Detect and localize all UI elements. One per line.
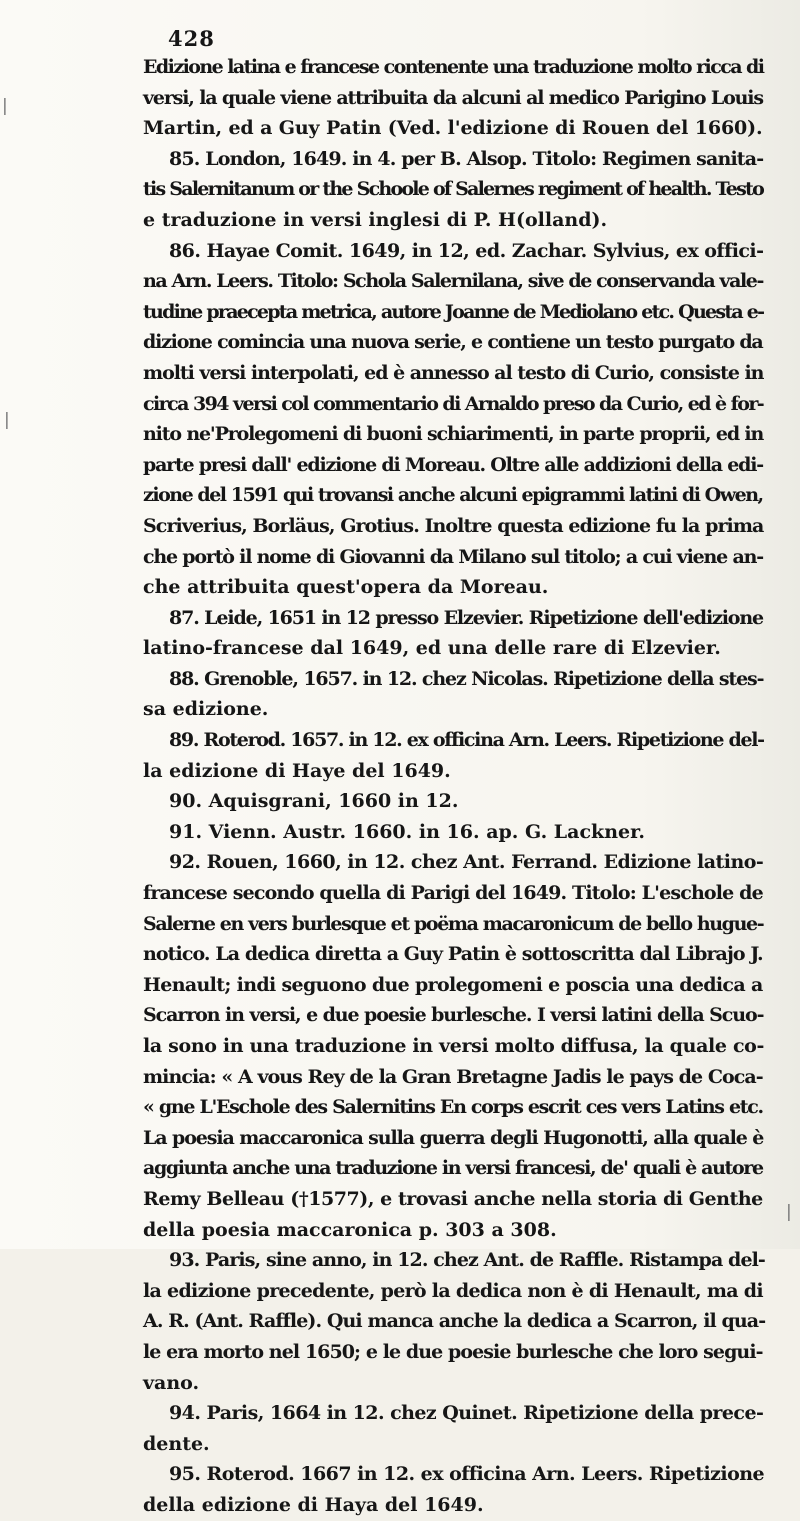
right-margin-mark: |	[786, 1202, 792, 1222]
text-line: 94. Paris, 1664 in 12. chez Quinet. Ripetizione della prece-	[169, 1402, 764, 1425]
text-line: versi, la quale viene attribuita da alcuni al medico Parigino Louis	[143, 86, 763, 109]
text-line: che attribuita quest'opera da Moreau.	[143, 576, 549, 599]
text-line: 95. Roterod. 1667 in 12. ex officina Arn. Leers. Ripetizione	[169, 1463, 765, 1486]
text-line: francese secondo quella di Parigi del 1649. Titolo: L'eschole de	[143, 882, 763, 905]
left-margin-mark: |	[4, 410, 10, 430]
text-line: Salerne en vers burlesque et poëma macaronicum de bello hugue-	[143, 912, 764, 935]
text-line: mincia: « A vous Rey de la Gran Bretagne Jadis le pays de Coca-	[143, 1065, 763, 1088]
text-line: 86. Hayae Comit. 1649, in 12, ed. Zachar. Sylvius, ex offici-	[169, 239, 764, 262]
text-line: la edizione precedente, però la dedica non è di Henault, ma di	[143, 1279, 763, 1302]
text-line: Scarron in versi, e due poesie burlesche. I versi latini della Scuo-	[143, 1004, 764, 1027]
text-line: della edizione di Haya del 1649.	[143, 1493, 484, 1516]
text-line: « gne L'Eschole des Salernitins En corps escrit ces vers Latins etc.	[143, 1096, 763, 1119]
text-line: Scriverius, Borläus, Grotius. Inoltre questa edizione fu la prima	[143, 514, 764, 537]
text-line: tis Salernitanum or the Schoole of Salernes regiment of health. Testo	[143, 178, 763, 201]
text-line: Henault; indi seguono due prolegomeni e poscia una dedica a	[143, 973, 763, 996]
text-line: nito ne'Prolegomeni di buoni schiarimenti, in parte proprii, ed in	[143, 423, 764, 446]
text-line: aggiunta anche una traduzione in versi francesi, de' quali è autore	[143, 1157, 763, 1180]
page-body-text	[143, 52, 766, 1521]
text-line: A. R. (Ant. Raffle). Qui manca anche la dedica a Scarron, il qua-	[143, 1310, 766, 1333]
text-line: le era morto nel 1650; e le due poesie burlesche che loro segui-	[143, 1340, 763, 1363]
text-line: 92. Rouen, 1660, in 12. chez Ant. Ferrand. Edizione latino-	[169, 851, 764, 874]
text-line: 93. Paris, sine anno, in 12. chez Ant. de Raffle. Ristampa del-	[169, 1249, 765, 1272]
text-line: notico. La dedica diretta a Guy Patin è sottoscritta dal Librajo J.	[143, 943, 763, 966]
text-line: Martin, ed a Guy Patin (Ved. l'edizione di Rouen del 1660).	[143, 117, 763, 140]
text-line: dente.	[143, 1432, 210, 1455]
text-line: dizione comincia una nuova serie, e contiene un testo purgato da	[143, 331, 763, 354]
text-line: Remy Belleau (†1577), e trovasi anche nella storia di Genthe	[143, 1187, 763, 1210]
text-line: 87. Leide, 1651 in 12 presso Elzevier. Ripetizione dell'edizione	[169, 606, 763, 629]
text-line: latino-francese dal 1649, ed una delle rare di Elzevier.	[143, 637, 721, 660]
text-line: 88. Grenoble, 1657. in 12. chez Nicolas. Ripetizione della stes-	[169, 667, 764, 690]
text-line: sa edizione.	[143, 698, 269, 721]
text-line: molti versi interpolati, ed è annesso al testo di Curio, consiste in	[143, 361, 764, 384]
text-line: zione del 1591 qui trovansi anche alcuni epigrammi latini di Owen,	[143, 484, 763, 507]
text-line: vano.	[143, 1371, 200, 1394]
text-line: tudine praecepta metrica, autore Joanne de Mediolano etc. Questa e-	[143, 300, 764, 323]
text-line: e traduzione in versi inglesi di P. H(olland).	[143, 208, 608, 231]
text-line: 89. Roterod. 1657. in 12. ex officina Arn. Leers. Ripetizione del-	[169, 729, 764, 752]
text-line: La poesia maccaronica sulla guerra degli Hugonotti, alla quale è	[143, 1126, 764, 1149]
text-line: na Arn. Leers. Titolo: Schola Salernilana, sive de conservanda vale-	[143, 270, 763, 293]
text-line: 90. Aquisgrani, 1660 in 12.	[169, 790, 459, 813]
page-number: 428	[168, 26, 215, 51]
text-line: Edizione latina e francese contenente una traduzione molto ricca di	[143, 56, 764, 78]
text-line: la sono in una traduzione in versi molto diffusa, la quale co-	[143, 1035, 765, 1057]
text-line: della poesia maccaronica p. 303 a 308.	[143, 1218, 557, 1241]
text-line: la edizione di Haye del 1649.	[143, 759, 451, 782]
left-margin-mark: |	[2, 96, 8, 116]
text-line: parte presi dall' edizione di Moreau. Oltre alle addizioni della edi-	[143, 453, 763, 476]
text-line: che portò il nome di Giovanni da Milano sul titolo; a cui viene an-	[143, 545, 763, 568]
text-line: 85. London, 1649. in 4. per B. Alsop. Titolo: Regimen sanita-	[169, 147, 764, 170]
text-line: circa 394 versi col commentario di Arnaldo preso da Curio, ed è for-	[143, 392, 764, 415]
text-line: 91. Vienn. Austr. 1660. in 16. ap. G. Lackner.	[169, 820, 645, 843]
